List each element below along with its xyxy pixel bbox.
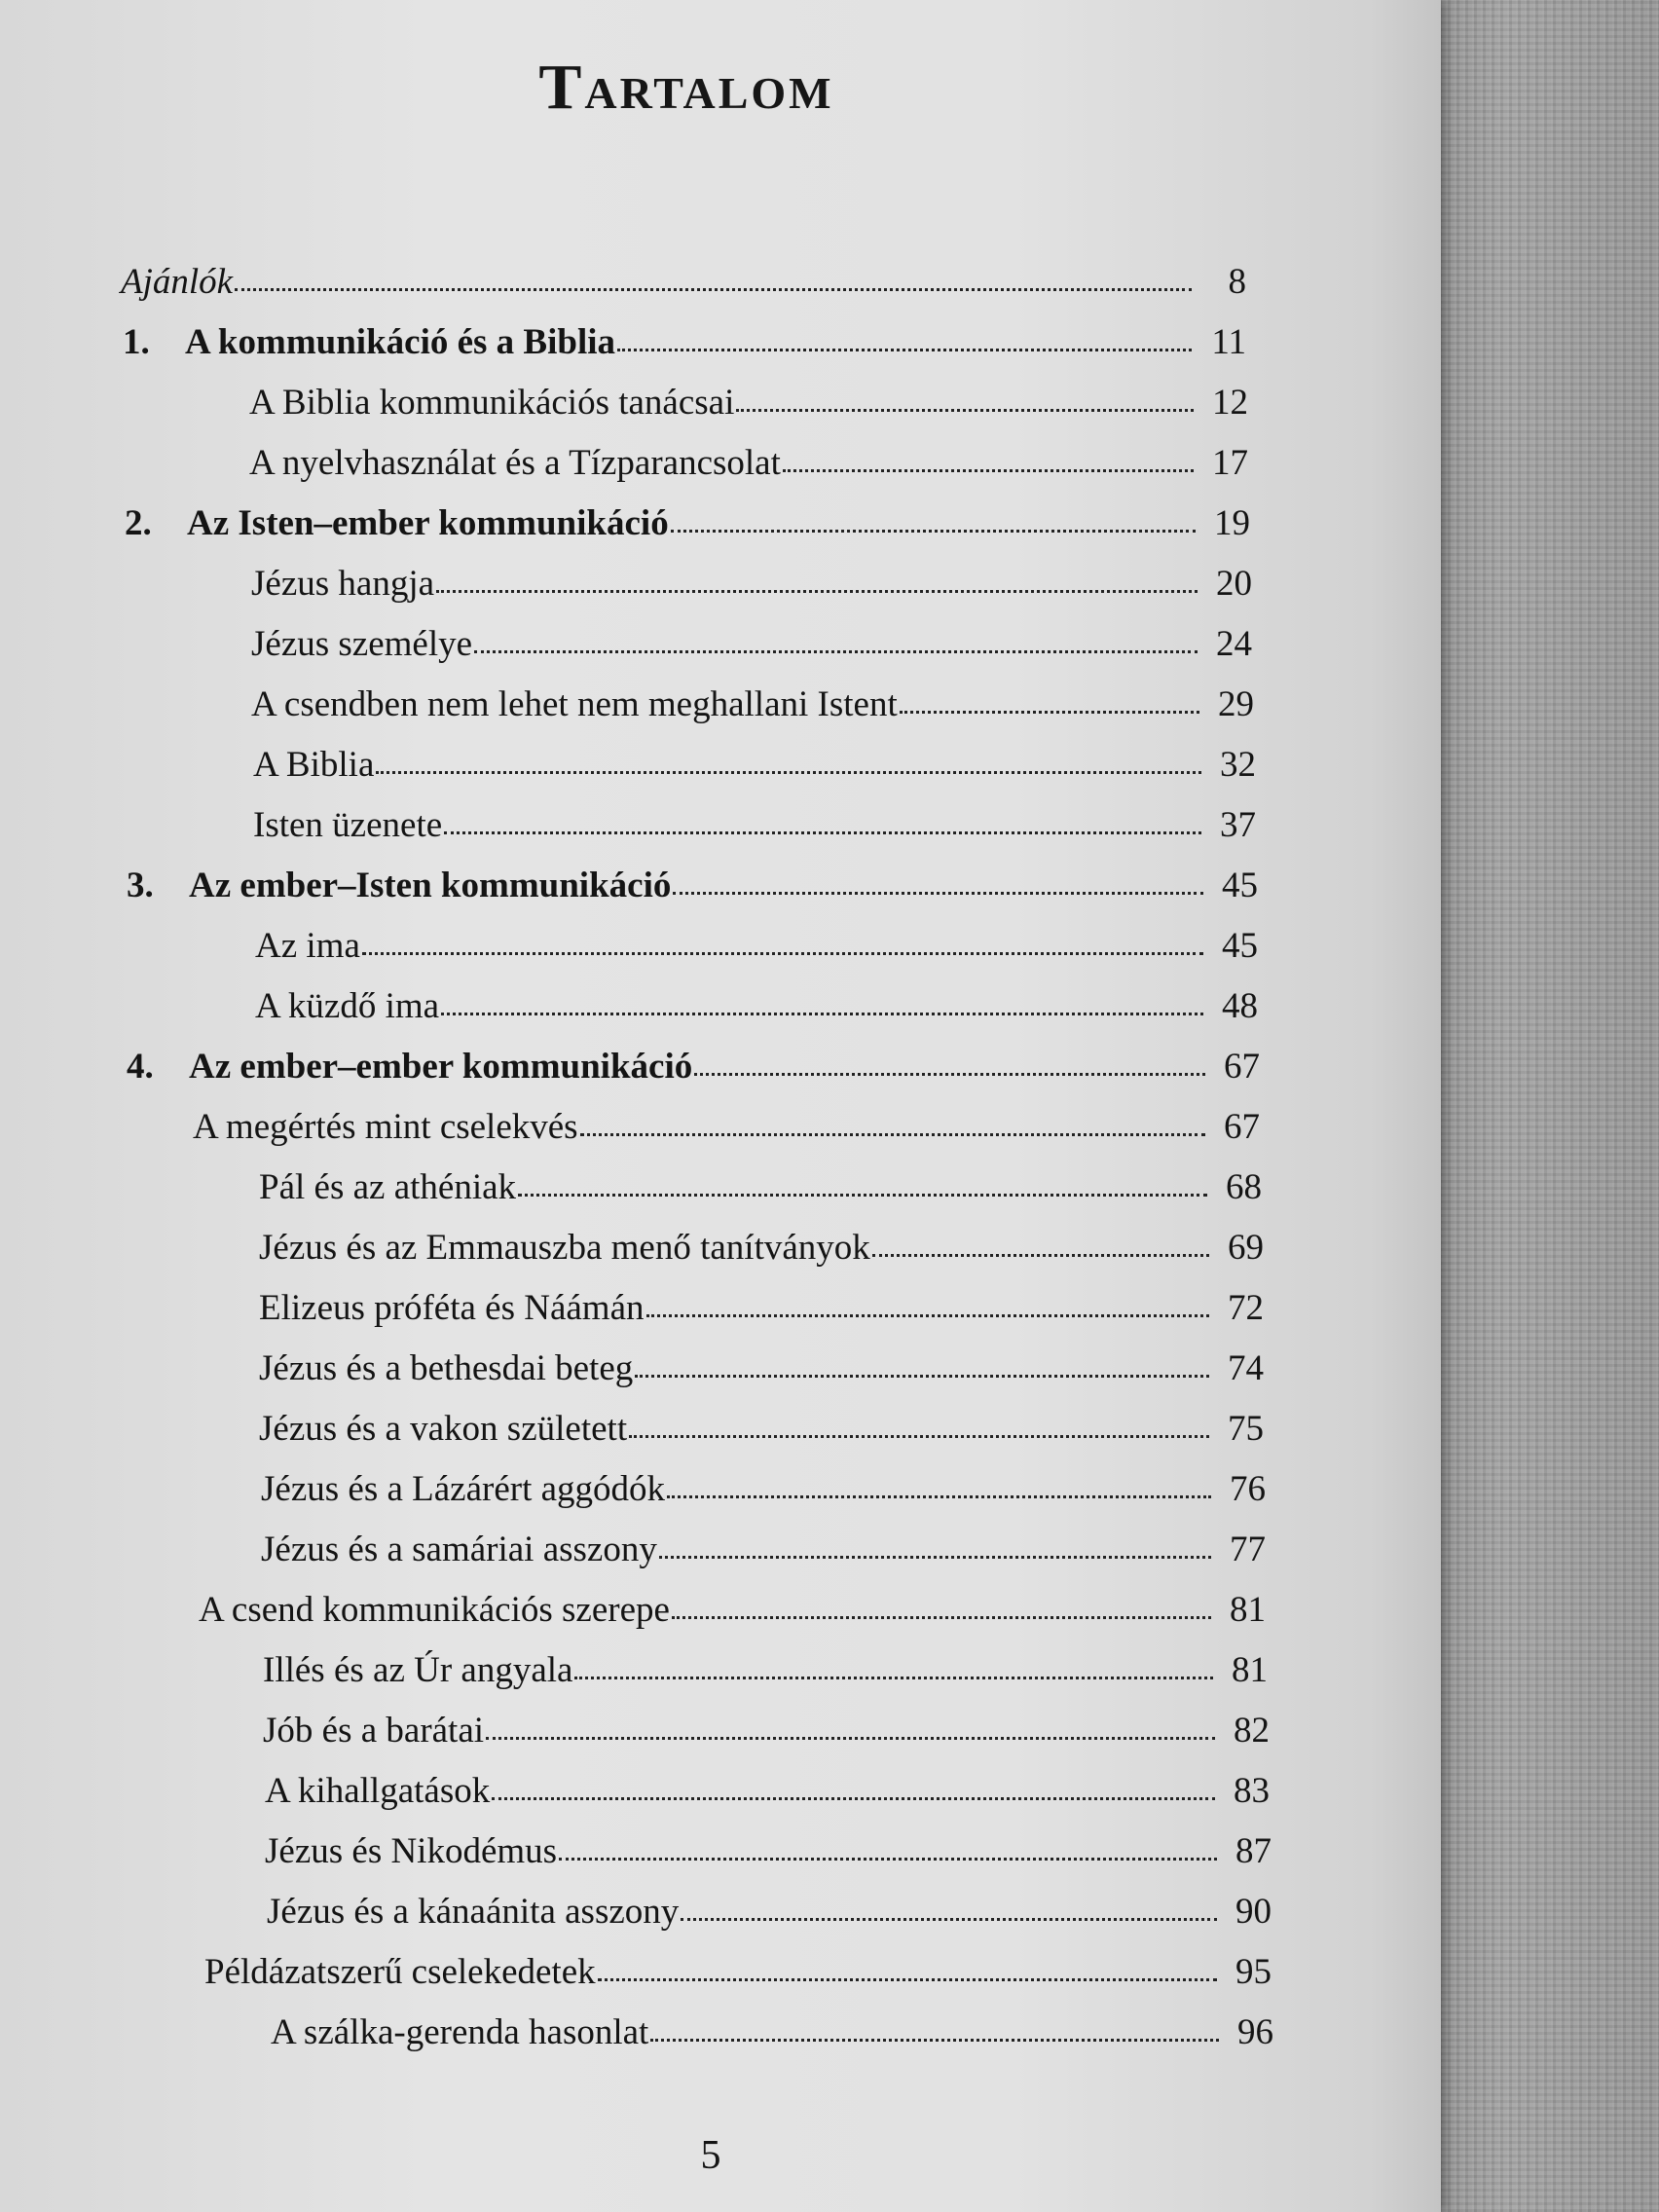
toc-entry-label: A szálka-gerenda hasonlat xyxy=(271,2012,649,2052)
toc-entry-label: A kihallgatások xyxy=(265,1771,491,1811)
toc-page-number: 82 xyxy=(1234,1711,1270,1751)
toc-page-number: 29 xyxy=(1218,684,1254,724)
toc-page-number: 12 xyxy=(1212,383,1248,423)
toc-chapter-2 xyxy=(125,502,1250,551)
toc-section xyxy=(255,985,1258,1034)
toc-entry-label: A megértés mint cselekvés xyxy=(193,1107,578,1147)
toc-section xyxy=(249,382,1248,430)
toc-section xyxy=(253,744,1256,793)
dot-leader xyxy=(574,1677,1213,1679)
toc-entry-label: A kommunikáció és a Biblia xyxy=(185,322,616,362)
dot-leader xyxy=(492,1797,1215,1800)
toc-page-number: 8 xyxy=(1228,262,1246,302)
toc-entry-label: A nyelvhasználat és a Tízparancsolat xyxy=(249,443,781,483)
dot-leader xyxy=(783,469,1194,472)
toc-section xyxy=(255,925,1258,974)
toc-section xyxy=(259,1287,1264,1336)
chapter-number: 3. xyxy=(127,866,154,905)
toc-section xyxy=(271,2011,1273,2060)
toc-page-number: 69 xyxy=(1228,1228,1264,1268)
dot-leader xyxy=(436,590,1198,593)
dot-leader xyxy=(650,2039,1219,2042)
dot-leader xyxy=(672,1616,1211,1619)
toc-section xyxy=(267,1891,1272,1939)
toc-entry-label: Példázatszerű cselekedetek xyxy=(204,1952,596,1992)
toc-entry-label: Az ember–Isten kommunikáció xyxy=(189,866,672,905)
dot-leader xyxy=(681,1918,1217,1921)
toc-page-number: 24 xyxy=(1216,624,1252,664)
dot-leader xyxy=(486,1737,1215,1740)
toc-section xyxy=(253,804,1256,853)
toc-entry-label: Jézus és a bethesdai beteg xyxy=(259,1348,634,1388)
toc-entry-label: Jób és a barátai xyxy=(263,1711,485,1751)
toc-entry-label: Jézus és a kánaánita asszony xyxy=(267,1892,680,1932)
dot-leader xyxy=(559,1858,1217,1861)
toc-page-number: 45 xyxy=(1222,926,1258,966)
dot-leader xyxy=(441,1013,1203,1015)
toc-page-number: 83 xyxy=(1234,1771,1270,1811)
toc-page-number: 87 xyxy=(1235,1831,1272,1871)
toc-entry-label: A Biblia xyxy=(253,745,375,785)
toc-section xyxy=(259,1408,1264,1456)
toc-entry-label: Jézus és az Emmauszba menő tanítványok xyxy=(259,1228,870,1268)
toc-page-number: 77 xyxy=(1230,1530,1266,1569)
dot-leader xyxy=(617,349,1192,351)
toc-chapter-1 xyxy=(123,321,1246,370)
toc-page-number: 45 xyxy=(1222,866,1258,905)
toc-entry-label: A csendben nem lehet nem meghallani Istent xyxy=(251,684,898,724)
toc-section xyxy=(261,1468,1266,1517)
toc-page-number: 96 xyxy=(1237,2012,1273,2052)
chapter-number: 4. xyxy=(127,1047,154,1087)
toc-entry-label: Jézus és a Lázárért aggódók xyxy=(261,1469,666,1509)
toc-entry-label: Jézus és a vakon született xyxy=(259,1409,628,1449)
dot-leader xyxy=(635,1375,1209,1378)
toc-entry-label: Illés és az Úr angyala xyxy=(263,1650,573,1690)
toc-page-number: 90 xyxy=(1235,1892,1272,1932)
dot-leader xyxy=(646,1314,1209,1317)
toc-entry-label: Jézus hangja xyxy=(251,564,435,604)
chapter-number: 2. xyxy=(125,503,152,543)
toc-page-number: 67 xyxy=(1224,1047,1260,1087)
page-title: Tartalom xyxy=(538,52,834,123)
toc-section xyxy=(251,623,1252,672)
dot-leader xyxy=(629,1435,1209,1438)
dot-leader xyxy=(872,1254,1209,1257)
toc-page-number: 48 xyxy=(1222,986,1258,1026)
dot-leader xyxy=(474,650,1198,653)
toc-section xyxy=(261,1529,1266,1577)
dot-leader xyxy=(235,288,1192,291)
toc-section xyxy=(263,1710,1270,1758)
toc-page-number: 37 xyxy=(1220,805,1256,845)
toc-entry-label: Jézus személye xyxy=(251,624,473,664)
toc-page-number: 81 xyxy=(1230,1590,1266,1630)
dot-leader xyxy=(736,409,1194,412)
dot-leader xyxy=(518,1194,1207,1197)
dot-leader xyxy=(673,892,1203,895)
chapter-number: 1. xyxy=(123,322,150,362)
dot-leader xyxy=(900,711,1199,714)
toc-subchapter xyxy=(199,1589,1266,1638)
toc-page-number: 72 xyxy=(1228,1288,1264,1328)
toc-chapter-4 xyxy=(127,1046,1260,1094)
toc-entry-label: Jézus és Nikodémus xyxy=(265,1831,558,1871)
toc-entry-label: A Biblia kommunikációs tanácsai xyxy=(249,383,735,423)
toc-entry-label: Elizeus próféta és Náámán xyxy=(259,1288,645,1328)
toc-page-number: 32 xyxy=(1220,745,1256,785)
toc-section xyxy=(251,563,1252,611)
toc-section xyxy=(263,1649,1268,1698)
toc-page-number: 68 xyxy=(1226,1167,1262,1207)
toc-section xyxy=(259,1347,1264,1396)
toc-entry-label: Pál és az athéniak xyxy=(259,1167,517,1207)
toc-page-number: 17 xyxy=(1212,443,1248,483)
toc-entry-label: Ajánlók xyxy=(121,262,234,302)
toc-entry-label: Az ember–ember kommunikáció xyxy=(189,1047,693,1087)
toc-page-number: 74 xyxy=(1228,1348,1264,1388)
toc-page-number: 20 xyxy=(1216,564,1252,604)
toc-page-number: 19 xyxy=(1214,503,1250,543)
dot-leader xyxy=(694,1073,1205,1076)
dot-leader xyxy=(667,1495,1211,1498)
toc-entry-label: Az ima xyxy=(255,926,360,966)
toc-entry-label: Jézus és a samáriai asszony xyxy=(261,1530,657,1569)
toc-subchapter xyxy=(193,1106,1260,1155)
toc-entry-label: Isten üzenete xyxy=(253,805,443,845)
dot-leader xyxy=(362,952,1203,955)
toc-section xyxy=(259,1227,1264,1275)
toc-entry-label: A küzdő ima xyxy=(255,986,440,1026)
toc-section xyxy=(265,1770,1270,1819)
toc-page-number: 95 xyxy=(1235,1952,1272,1992)
toc-section xyxy=(265,1830,1272,1879)
page-number-footer: 5 xyxy=(700,2133,721,2178)
toc-chapter-3 xyxy=(127,865,1258,913)
dot-leader xyxy=(444,831,1201,834)
dot-leader xyxy=(580,1133,1205,1136)
toc-entry-label: Az Isten–ember kommunikáció xyxy=(187,503,669,543)
toc-section xyxy=(249,442,1248,491)
toc-section xyxy=(259,1166,1262,1215)
toc-entry-recommendations xyxy=(121,261,1246,310)
toc-page-number: 81 xyxy=(1232,1650,1268,1690)
toc-entry-label: A csend kommunikációs szerepe xyxy=(199,1590,670,1630)
dot-leader xyxy=(598,1978,1217,1981)
toc-page-number: 67 xyxy=(1224,1107,1260,1147)
toc-page-number: 11 xyxy=(1211,322,1246,362)
dot-leader xyxy=(659,1556,1211,1559)
dot-leader xyxy=(671,530,1196,533)
toc-subchapter xyxy=(204,1951,1272,2000)
toc-page-number: 75 xyxy=(1228,1409,1264,1449)
toc-page-number: 76 xyxy=(1230,1469,1266,1509)
toc-section xyxy=(251,683,1254,732)
dot-leader xyxy=(376,771,1201,774)
